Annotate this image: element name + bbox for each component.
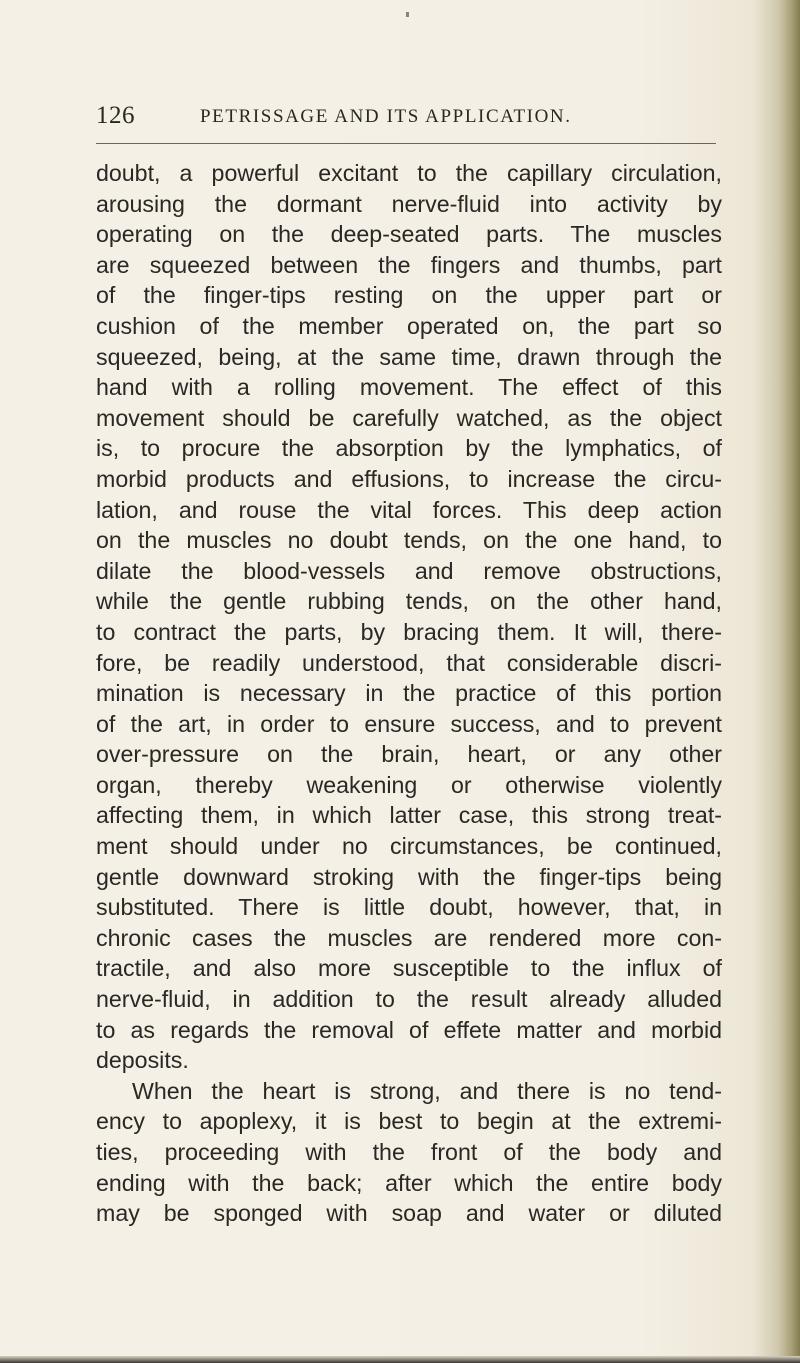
text-line: operating on the deep-seated parts. The muscles	[96, 221, 722, 248]
text-line: while the gentle rubbing tends, on the other hand,	[96, 588, 722, 615]
text-line: over-pressure on the brain, heart, or any other	[96, 741, 722, 768]
body-text	[96, 158, 722, 1229]
text-line: arousing the dormant nerve-fluid into activity by	[96, 190, 722, 217]
paragraph-end-line: deposits.	[96, 1047, 189, 1074]
text-line: nerve-fluid, in addition to the result already alluded	[96, 986, 722, 1013]
text-line: is, to procure the absorption by the lymphatics, of	[96, 435, 722, 462]
text-line: on the muscles no doubt tends, on the one hand, to	[96, 527, 722, 554]
text-line: squeezed, being, at the same time, drawn through the	[96, 343, 722, 370]
text-line: tractile, and also more susceptible to the influx of	[96, 955, 722, 982]
text-line: to contract the parts, by bracing them. It will, there-	[96, 618, 722, 645]
text-line: doubt, a powerful excitant to the capillary circulation,	[96, 160, 722, 186]
text-line: movement should be carefully watched, as the object	[96, 404, 722, 431]
page-edge-shadow	[778, 0, 800, 1363]
page-header	[96, 102, 716, 132]
text-line: ties, proceeding with the front of the body and	[96, 1139, 722, 1165]
text-line: mination is necessary in the practice of this portion	[96, 680, 722, 707]
text-line: fore, be readily understood, that considerable discri-	[96, 649, 722, 676]
text-line: ency to apoplexy, it is best to begin at the extremi-	[96, 1108, 722, 1135]
text-line: to as regards the removal of effete matter and morbid	[96, 1016, 722, 1043]
text-line: of the finger-tips resting on the upper part or	[96, 282, 722, 309]
text-line: chronic cases the muscles are rendered more con-	[96, 924, 722, 951]
bottom-edge	[0, 1356, 800, 1363]
text-line: organ, thereby weakening or otherwise violently	[96, 771, 722, 798]
text-line: morbid products and effusions, to increase the circu-	[96, 465, 722, 492]
paragraph-start-line: When the heart is strong, and there is no tend-	[132, 1077, 722, 1104]
running-head: PETRISSAGE AND ITS APPLICATION.	[200, 106, 572, 127]
text-line: substituted. There is little doubt, however, that, in	[96, 894, 722, 921]
text-line: cushion of the member operated on, the part so	[96, 312, 722, 339]
text-line: ending with the back; after which the entire body	[96, 1169, 722, 1196]
text-line: may be sponged with soap and water or diluted	[96, 1200, 722, 1227]
header-rule	[96, 143, 716, 144]
text-line: ment should under no circumstances, be continued,	[96, 833, 722, 860]
stray-ink-mark	[406, 12, 409, 17]
text-line: hand with a rolling movement. The effect of this	[96, 374, 722, 401]
text-line: gentle downward stroking with the finger-tips being	[96, 863, 722, 890]
page-number: 126	[96, 102, 135, 129]
text-line: lation, and rouse the vital forces. This deep action	[96, 496, 722, 523]
text-line: are squeezed between the fingers and thumbs, part	[96, 251, 722, 278]
text-line: dilate the blood-vessels and remove obstructions,	[96, 557, 722, 584]
text-line: of the art, in order to ensure success, and to prevent	[96, 710, 722, 737]
text-line: affecting them, in which latter case, this strong treat-	[96, 802, 722, 829]
